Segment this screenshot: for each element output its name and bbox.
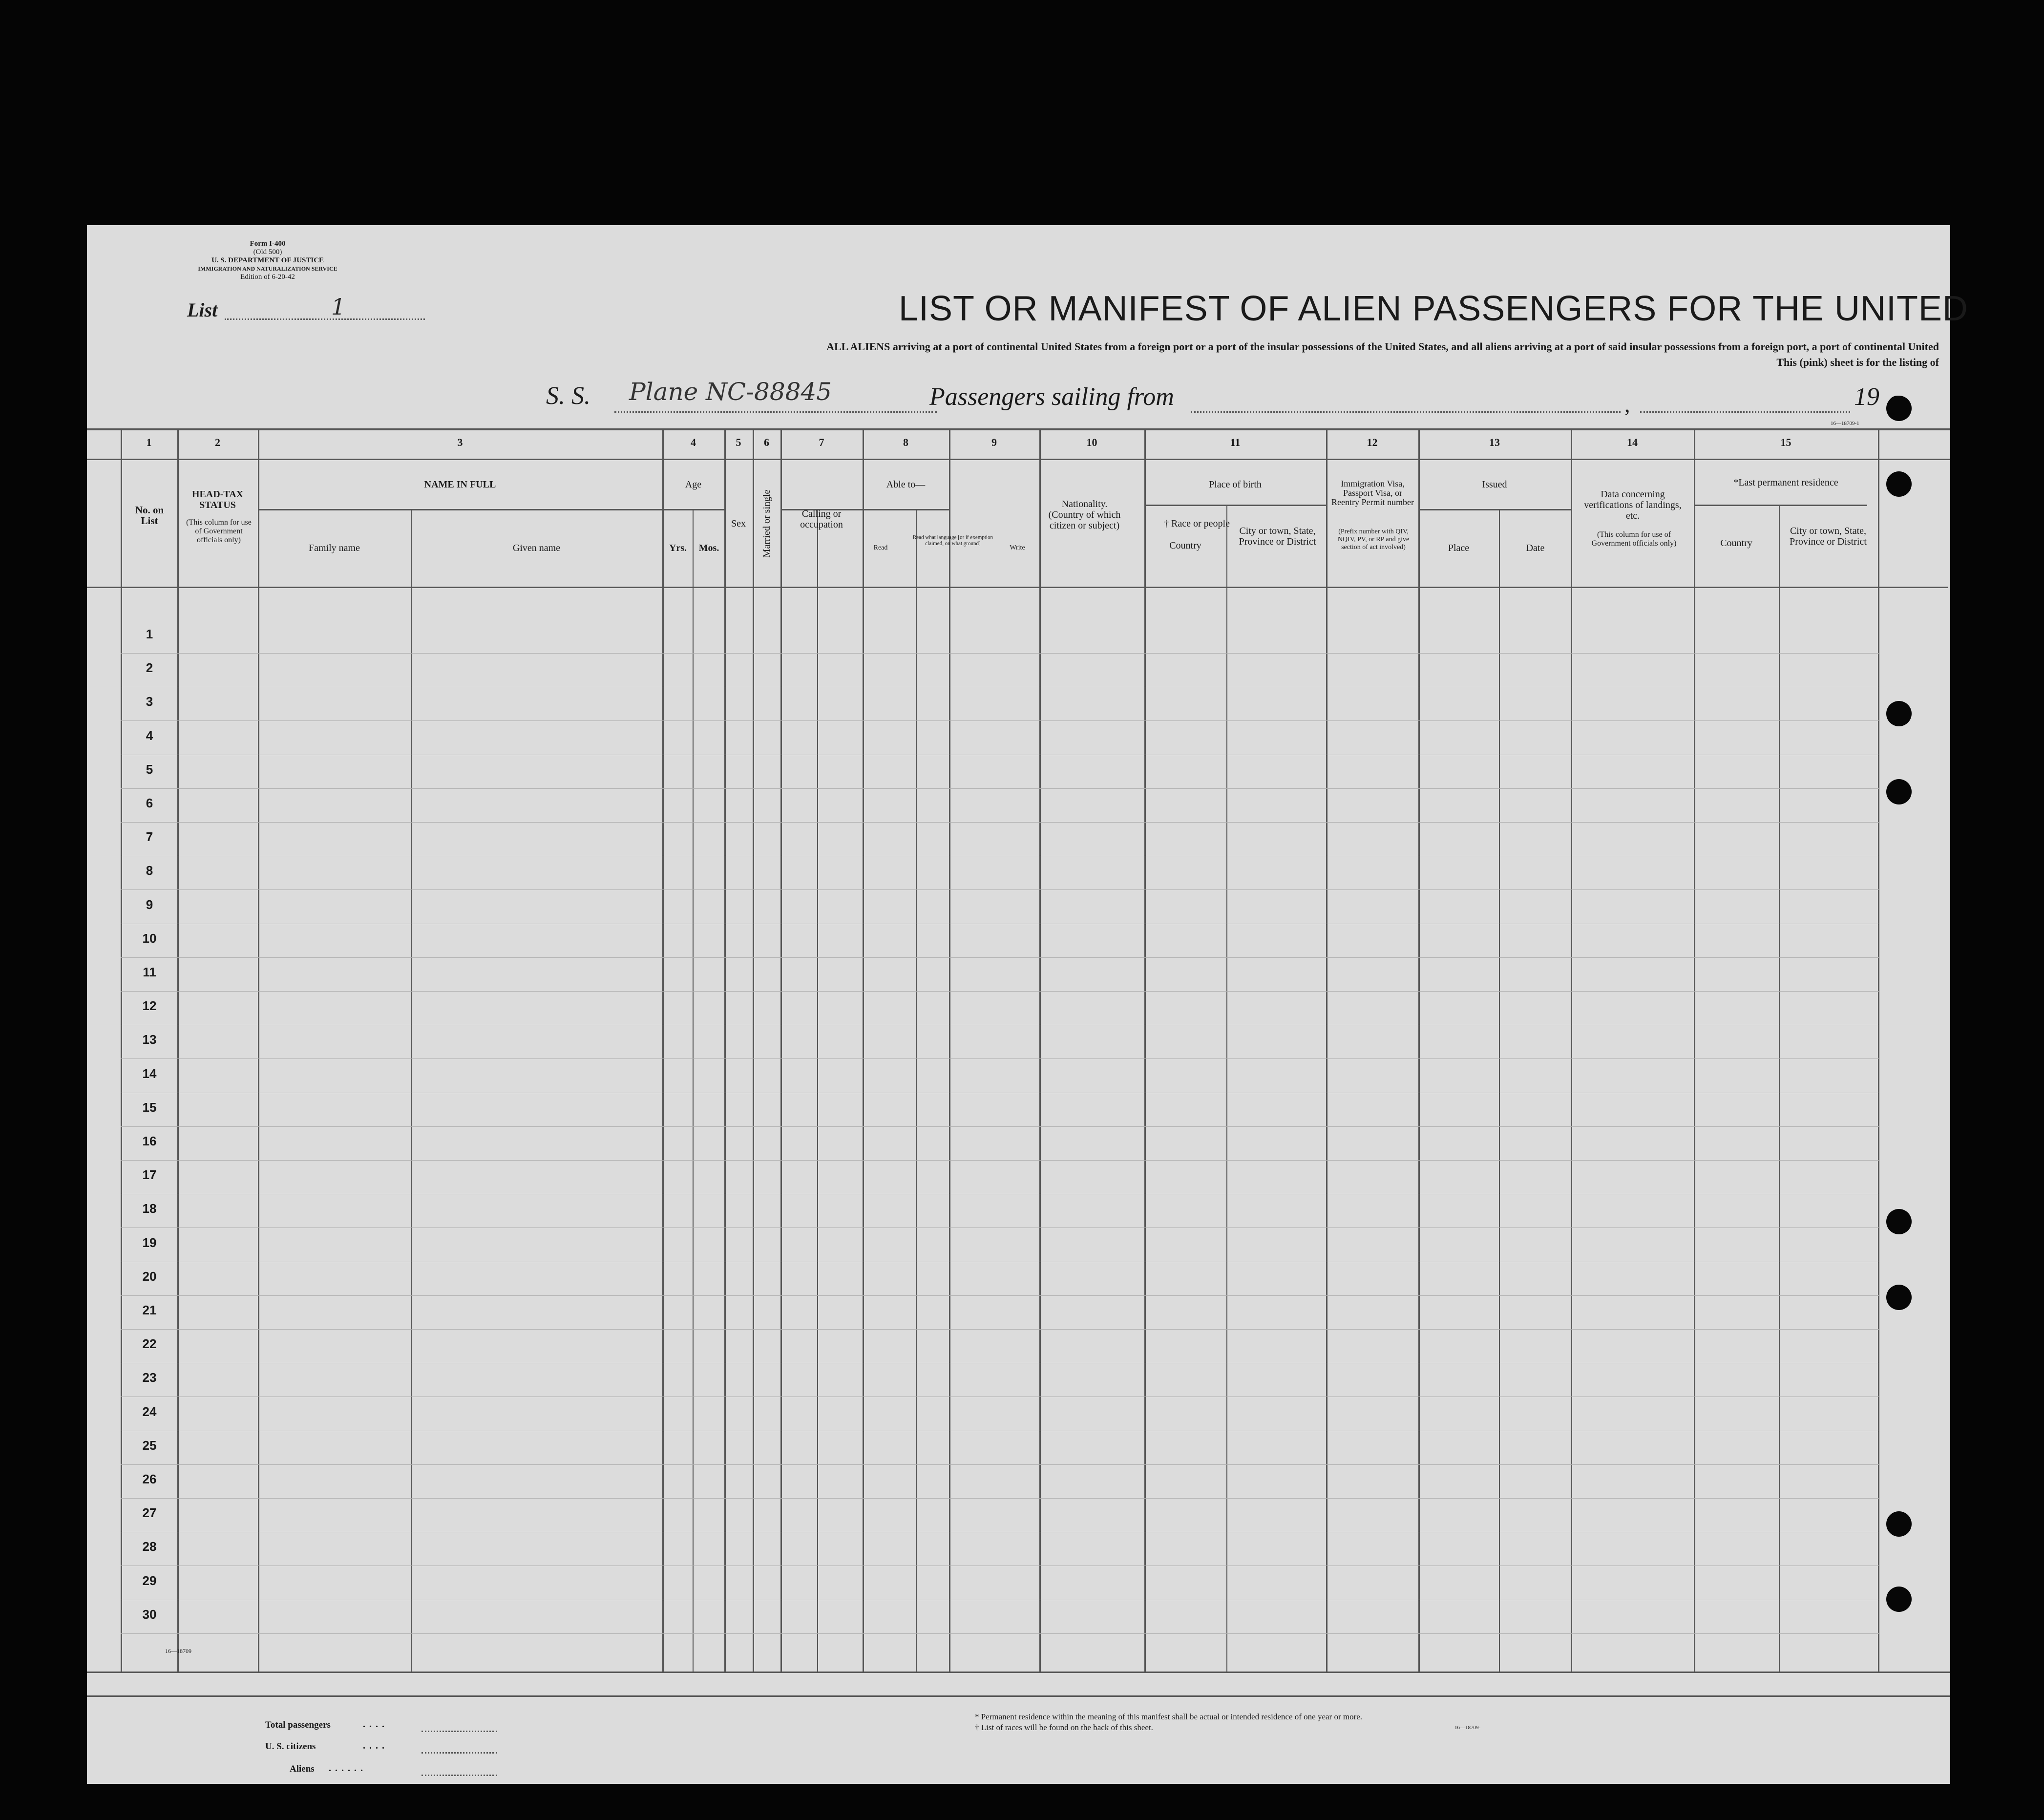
row-rule <box>121 1329 1879 1330</box>
col-line <box>724 428 726 1672</box>
row-rule <box>121 788 1879 789</box>
row-rule <box>121 889 1879 890</box>
col-line <box>753 428 754 1672</box>
header-nationality: Nationality. (Country of which citizen or subject) <box>1048 499 1121 531</box>
footer-total-dots: .... <box>363 1719 388 1730</box>
ss-value: Plane NC-88845 <box>629 378 832 406</box>
row-number: 22 <box>142 1336 157 1352</box>
footer-note-races: † List of races will be found on the back of this sheet. <box>975 1723 1153 1732</box>
colnum-10: 10 <box>1086 436 1097 448</box>
ss-label: S. S. <box>546 382 590 410</box>
form-old: (Old 500) <box>253 248 282 256</box>
row-rule <box>121 1498 1879 1499</box>
header-birth-country: Country <box>1169 540 1201 551</box>
header-data-note: (This column for use of Government officials only) <box>1591 530 1677 548</box>
col-line <box>662 428 664 1672</box>
list-value: 1 <box>331 294 346 320</box>
subtitle-line-2: This (pink) sheet is for the listing of <box>1776 356 1939 368</box>
row-number: 4 <box>146 728 153 743</box>
colnum-4: 4 <box>691 436 696 448</box>
subcol-line <box>411 509 412 1672</box>
row-number: 28 <box>142 1539 157 1554</box>
footer-citizens-dots: .... <box>363 1740 388 1751</box>
row-number: 25 <box>142 1438 157 1453</box>
punch-hole <box>1886 1587 1912 1612</box>
footer-top-rule <box>87 1695 1950 1697</box>
page-title: LIST OR MANIFEST OF ALIEN PASSENGERS FOR THE UNITED <box>898 289 1968 328</box>
row-rule <box>121 1464 1879 1465</box>
sailing-from-field <box>1191 410 1621 413</box>
row-number: 13 <box>142 1032 157 1047</box>
col-line <box>1694 428 1695 1672</box>
footer-aliens-dots: ...... <box>329 1763 367 1774</box>
row-number: 16 <box>142 1134 157 1148</box>
punch-hole <box>1886 1209 1912 1234</box>
age-subrule <box>663 509 724 510</box>
subcol-line <box>1226 505 1227 1672</box>
header-calling: Calling or occupation <box>800 508 843 530</box>
subcol-line <box>1499 509 1500 1672</box>
header-head-tax: HEAD-TAX STATUS <box>191 489 244 510</box>
row-rule <box>121 822 1879 823</box>
colnum-6: 6 <box>764 436 769 448</box>
colnum-14: 14 <box>1627 436 1638 448</box>
col-line <box>1144 428 1146 1672</box>
header-read: Read <box>873 544 888 551</box>
punch-hole <box>1886 1511 1912 1537</box>
col-line <box>780 428 782 1672</box>
print-code-footer: 16—18709- <box>1454 1725 1481 1731</box>
footer-aliens-label: Aliens <box>290 1764 315 1774</box>
header-res-country: Country <box>1720 538 1752 549</box>
punch-hole <box>1888 396 1907 415</box>
col-line <box>258 428 259 1672</box>
header-last-residence: *Last permanent residence <box>1733 477 1838 488</box>
subcol-line <box>916 509 917 1672</box>
header-married: Married or single <box>761 489 772 558</box>
header-bottom-rule <box>87 587 1948 588</box>
row-number: 21 <box>142 1303 157 1317</box>
header-able-to: Able to— <box>886 479 926 490</box>
form-service: IMMIGRATION AND NATURALIZATION SERVICE <box>198 265 337 272</box>
colnum-12: 12 <box>1367 436 1378 448</box>
colnum-15: 15 <box>1780 436 1791 448</box>
row-rule <box>121 991 1879 992</box>
header-sex: Sex <box>731 518 746 529</box>
colnum-5: 5 <box>736 436 741 448</box>
header-name-in-full: NAME IN FULL <box>424 479 496 490</box>
colnum-13: 13 <box>1489 436 1500 448</box>
header-place-of-birth: Place of birth <box>1209 479 1262 490</box>
form-edition: Edition of 6-20-42 <box>240 273 295 281</box>
header-birth-city: City or town, State, Province or District <box>1239 526 1316 547</box>
form-header <box>165 240 370 281</box>
row-number: 8 <box>146 863 153 878</box>
row-number: 29 <box>142 1573 157 1588</box>
sailing-label: Passengers sailing from <box>929 383 1174 411</box>
row-number: 26 <box>142 1472 157 1486</box>
row-rule <box>121 1126 1879 1127</box>
row-number: 2 <box>146 660 153 676</box>
row-rule <box>121 1633 1879 1634</box>
row-rule <box>121 720 1879 721</box>
colnum-1: 1 <box>146 436 152 448</box>
row-number: 18 <box>142 1201 157 1216</box>
row-rule <box>121 1058 1879 1059</box>
ss-field <box>614 410 937 413</box>
punch-hole <box>1886 779 1912 804</box>
row-number: 20 <box>142 1269 157 1284</box>
form-dept: U. S. DEPARTMENT OF JUSTICE <box>211 256 324 264</box>
punch-hole <box>1886 701 1912 726</box>
subtitle-line-1: ALL ALIENS arriving at a port of continental United States from a foreign port or a port of the insular possessions of the United States, and all aliens arriving at a port of said insular possessions from a foreign port, a port of continental United <box>826 340 1939 353</box>
footer-citizens-field <box>421 1751 497 1754</box>
col-line <box>1326 428 1328 1672</box>
colnum-8: 8 <box>903 436 908 448</box>
header-res-city: City or town, State, Province or District <box>1790 526 1867 547</box>
colnum-2: 2 <box>215 436 220 448</box>
header-no-on-list: No. on List <box>135 504 164 527</box>
row-number: 12 <box>142 998 157 1014</box>
sailing-date-field <box>1640 410 1850 413</box>
row-number: 6 <box>146 796 153 810</box>
print-code-top: 16—18709-1 <box>1831 421 1859 426</box>
col-line <box>177 428 179 1672</box>
issued-subrule <box>1418 509 1571 510</box>
col-line <box>121 428 122 1672</box>
footer-note-residence: * Permanent residence within the meaning of this manifest shall be actual or intended residence of one year or more. <box>975 1712 1363 1721</box>
footer-citizens-label: U. S. citizens <box>265 1741 316 1752</box>
row-number: 5 <box>146 762 153 777</box>
print-code-bottom: 16—18709 <box>165 1648 191 1654</box>
punch-hole <box>1886 471 1912 497</box>
row-rule <box>121 653 1879 654</box>
subcol-line <box>817 509 818 1672</box>
list-label: List <box>187 299 218 321</box>
header-visa-note: (Prefix number with QIV, NQIV, PV, or RP and give section of act involved) <box>1337 528 1410 551</box>
header-mos: Mos. <box>698 543 719 553</box>
form-number: Form I-400 <box>250 240 286 248</box>
table-bottom-rule <box>87 1672 1950 1673</box>
header-head-tax-note: (This column for use of Government officials only) <box>186 518 252 544</box>
col-line <box>1039 428 1041 1672</box>
year-prefix: 19 <box>1854 383 1879 411</box>
row-number: 23 <box>142 1370 157 1385</box>
header-yrs: Yrs. <box>669 543 687 553</box>
row-rule <box>121 1227 1879 1228</box>
header-issued-date: Date <box>1526 543 1545 553</box>
col-line <box>1418 428 1420 1672</box>
header-age: Age <box>685 479 702 490</box>
header-data-concerning: Data concerning verifications of landings, etc. <box>1584 489 1682 521</box>
subcol-line <box>1779 505 1780 1672</box>
row-rule <box>121 1160 1879 1161</box>
row-number: 3 <box>146 694 153 709</box>
row-number: 30 <box>142 1607 157 1622</box>
subcol-line <box>693 509 694 1672</box>
colnum-rule <box>87 459 1950 460</box>
row-number: 7 <box>146 829 153 845</box>
row-number: 10 <box>142 931 157 946</box>
colnum-11: 11 <box>1230 436 1241 448</box>
row-number: 1 <box>146 627 153 641</box>
header-visa: Immigration Visa, Passport Visa, or Reentry Permit number <box>1331 479 1414 507</box>
row-number: 17 <box>142 1167 157 1183</box>
list-field <box>225 317 425 320</box>
footer-total-label: Total passengers <box>265 1720 331 1730</box>
row-number: 19 <box>142 1235 157 1250</box>
row-number: 14 <box>142 1066 157 1081</box>
col-line <box>949 428 950 1672</box>
footer-total-field <box>421 1730 497 1732</box>
row-number: 27 <box>142 1505 157 1521</box>
header-given-name: Given name <box>512 543 561 553</box>
header-read-language: Read what language [or if exemption claimed, on what ground] <box>912 534 993 547</box>
colnum-7: 7 <box>819 436 824 448</box>
sailing-comma: , <box>1624 392 1630 417</box>
punch-hole <box>1886 1285 1912 1310</box>
residence-subrule <box>1694 505 1867 506</box>
row-number: 9 <box>146 897 153 912</box>
row-rule <box>121 1295 1879 1296</box>
table-top-rule <box>87 428 1950 430</box>
row-number: 11 <box>143 965 156 979</box>
manifest-sheet <box>87 225 1968 1784</box>
row-rule <box>121 957 1879 958</box>
col-line <box>1571 428 1572 1672</box>
header-race: † Race or people <box>1164 518 1230 529</box>
header-issued: Issued <box>1482 479 1507 490</box>
birth-subrule <box>1144 505 1326 506</box>
row-number: 24 <box>142 1404 157 1419</box>
header-family-name: Family name <box>309 543 360 553</box>
colnum-9: 9 <box>991 436 997 448</box>
col-line <box>1878 428 1879 1672</box>
footer-aliens-field <box>421 1774 497 1776</box>
header-write: Write <box>1010 544 1025 551</box>
col-line <box>863 428 864 1672</box>
name-subrule <box>258 509 663 510</box>
header-issued-place: Place <box>1448 543 1470 553</box>
colnum-3: 3 <box>457 436 463 448</box>
row-number: 15 <box>142 1100 157 1115</box>
